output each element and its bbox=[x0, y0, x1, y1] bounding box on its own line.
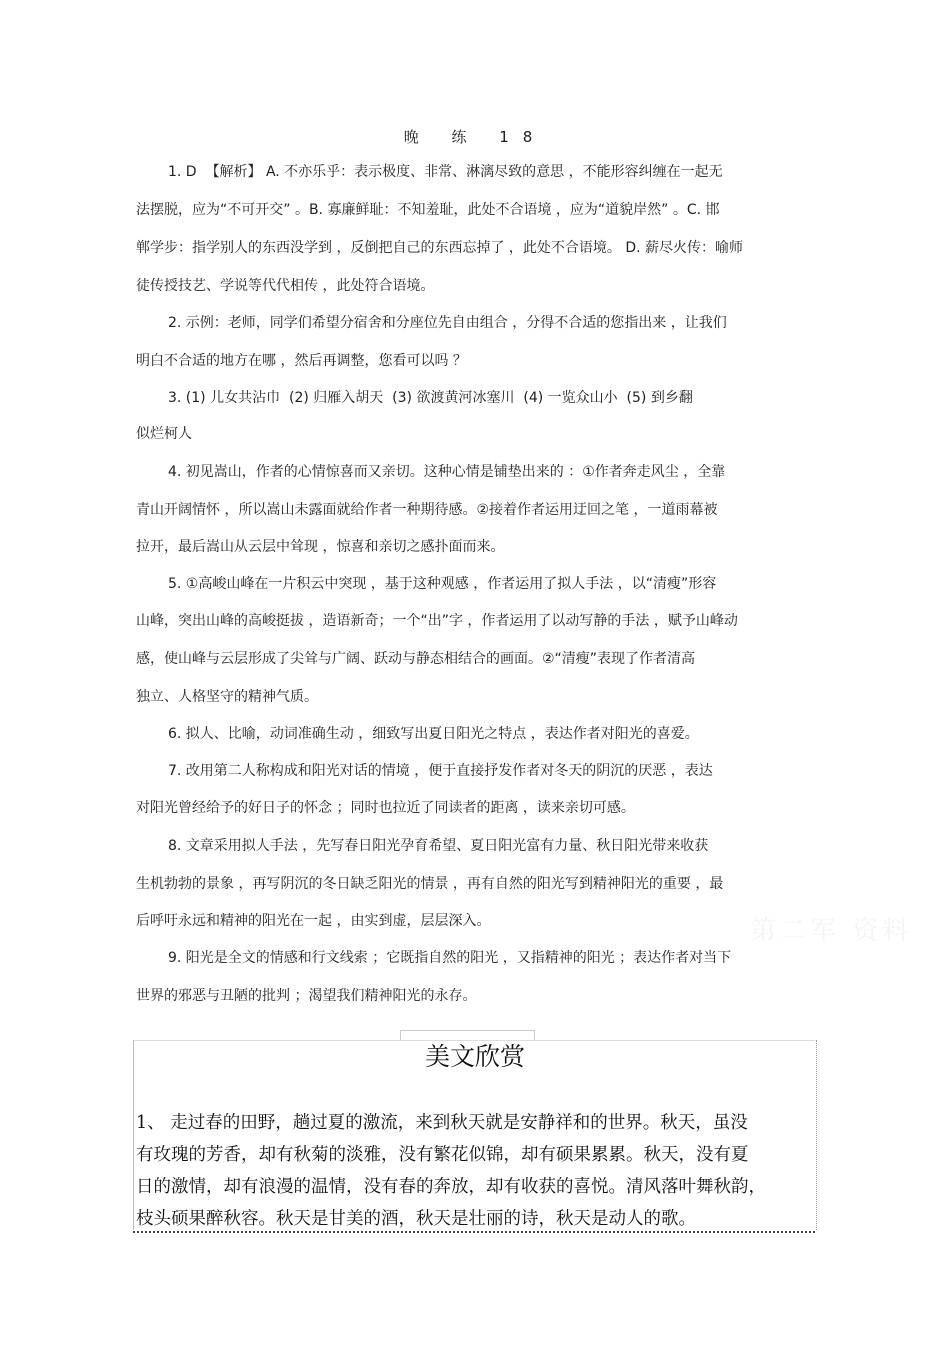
answer-line: 2. 示例：老师，同学们希望分宿舍和分座位先自由组合 ，分得不合适的您指出来 ，让我们 bbox=[168, 315, 727, 331]
answer-line: 7. 改用第二人称构成和阳光对话的情境 ，便于直接抒发作者对冬天的阴沉的厌恶 ，表达 bbox=[168, 763, 713, 779]
answer-line: 徒传授技艺、学说等代代相传 ，此处符合语境。 bbox=[136, 278, 435, 294]
answer-line: 山峰，突出山峰的高峻挺拔 ，造语新奇；一个“出”字 ，作者运用了以动写静的手法 ，赋予山峰动 bbox=[136, 613, 738, 629]
answer-line: 9. 阳光是全文的情感和行文线索 ；它既指自然的阳光 ，又指精神的阳光 ；表达作者对当下 bbox=[168, 950, 732, 966]
answer-line: 青山开阔情怀 ，所以嵩山未露面就给作者一种期待感。②接着作者运用迂回之笔 ，一道雨幕被 bbox=[136, 502, 718, 518]
answer-line: 独立、人格坚守的精神气质。 bbox=[136, 689, 318, 705]
answer-line: 对阳光曾经给予的好日子的怀念 ；同时也拉近了同读者的距离 ，读来亲切可感。 bbox=[136, 800, 635, 816]
page-title: 晚 练 18 bbox=[403, 128, 547, 146]
essay-line: 有玫瑰的芳香，却有秋菊的淡雅，没有繁花似锦，却有硕果累累。秋天，没有夏 bbox=[136, 1145, 749, 1165]
essay-line: 枝头硕果醉秋容。秋天是甘美的酒，秋天是壮丽的诗，秋天是动人的歌。 bbox=[136, 1209, 696, 1229]
essay-line: 日的激情，却有浪漫的温情，没有春的奔放，却有收获的喜悦。清风落叶舞秋韵， bbox=[136, 1177, 766, 1197]
answer-line: 1. D 【解析】 A. 不亦乐乎：表示极度、非常、淋漓尽致的意思 ，不能形容纠缠在一起无 bbox=[168, 164, 723, 180]
watermark: 第二军 资料 bbox=[750, 916, 913, 946]
answer-line: 郸学步：指学别人的东西没学到 ，反倒把自己的东西忘掉了 ，此处不合语境。 D. 薪尽火传：喻师 bbox=[136, 240, 744, 256]
answer-line: 明白不合适的地方在哪 ，然后再调整，您看可以吗 ？ bbox=[136, 353, 467, 369]
answer-line: 感，使山峰与云层形成了尖耸与广阔、跃动与静态相结合的画面。②“清瘦”表现了作者清高 bbox=[136, 651, 696, 667]
box-bottom-border bbox=[133, 1231, 815, 1233]
answer-line: 生机勃勃的景象 ，再写阴沉的冬日缺乏阳光的情景 ，再有自然的阳光写到精神阳光的重要 ，最 bbox=[136, 876, 724, 892]
answer-line: 似烂柯人 bbox=[136, 426, 192, 442]
essay-box-title: 美文欣赏 bbox=[424, 1042, 525, 1071]
answer-line: 4. 初见嵩山，作者的心情惊喜而又亲切。这种心情是铺垫出来的 ：①作者奔走风尘 ，全靠 bbox=[168, 464, 726, 480]
answer-line: 法摆脱，应为“不可开交” 。B. 寡廉鲜耻：不知羞耻，此处不合语境 ，应为“道貌岸然” 。C. 邯 bbox=[136, 202, 720, 218]
answer-line: 8. 文章采用拟人手法 ，先写春日阳光孕育希望、夏日阳光富有力量、秋日阳光带来收获 bbox=[168, 838, 709, 854]
answer-line: 5. ①高峻山峰在一片积云中突现 ，基于这种观感 ，作者运用了拟人手法 ，以“清瘦”形容 bbox=[168, 576, 717, 592]
essay-line: 1、 走过春的田野，趟过夏的激流，来到秋天就是安静祥和的世界。秋天，虽没 bbox=[136, 1113, 748, 1133]
answer-line: 拉开，最后嵩山从云层中耸现 ，惊喜和亲切之感扑面而来。 bbox=[136, 539, 505, 555]
answer-line: 世界的邪恶与丑陋的批判 ；渴望我们精神阳光的永存。 bbox=[136, 988, 477, 1004]
answer-line: 6. 拟人、比喻，动词准确生动 ，细致写出夏日阳光之特点 ，表达作者对阳光的喜爱。 bbox=[168, 726, 699, 742]
answer-line: 后呼吁永远和精神的阳光在一起 ，由实到虚，层层深入。 bbox=[136, 913, 491, 929]
answer-line: 3. (1) 儿女共沾巾 (2) 归雁入胡天 (3) 欲渡黄河冰塞川 (4) 一览众山小 (5) 到乡翻 bbox=[168, 390, 693, 406]
